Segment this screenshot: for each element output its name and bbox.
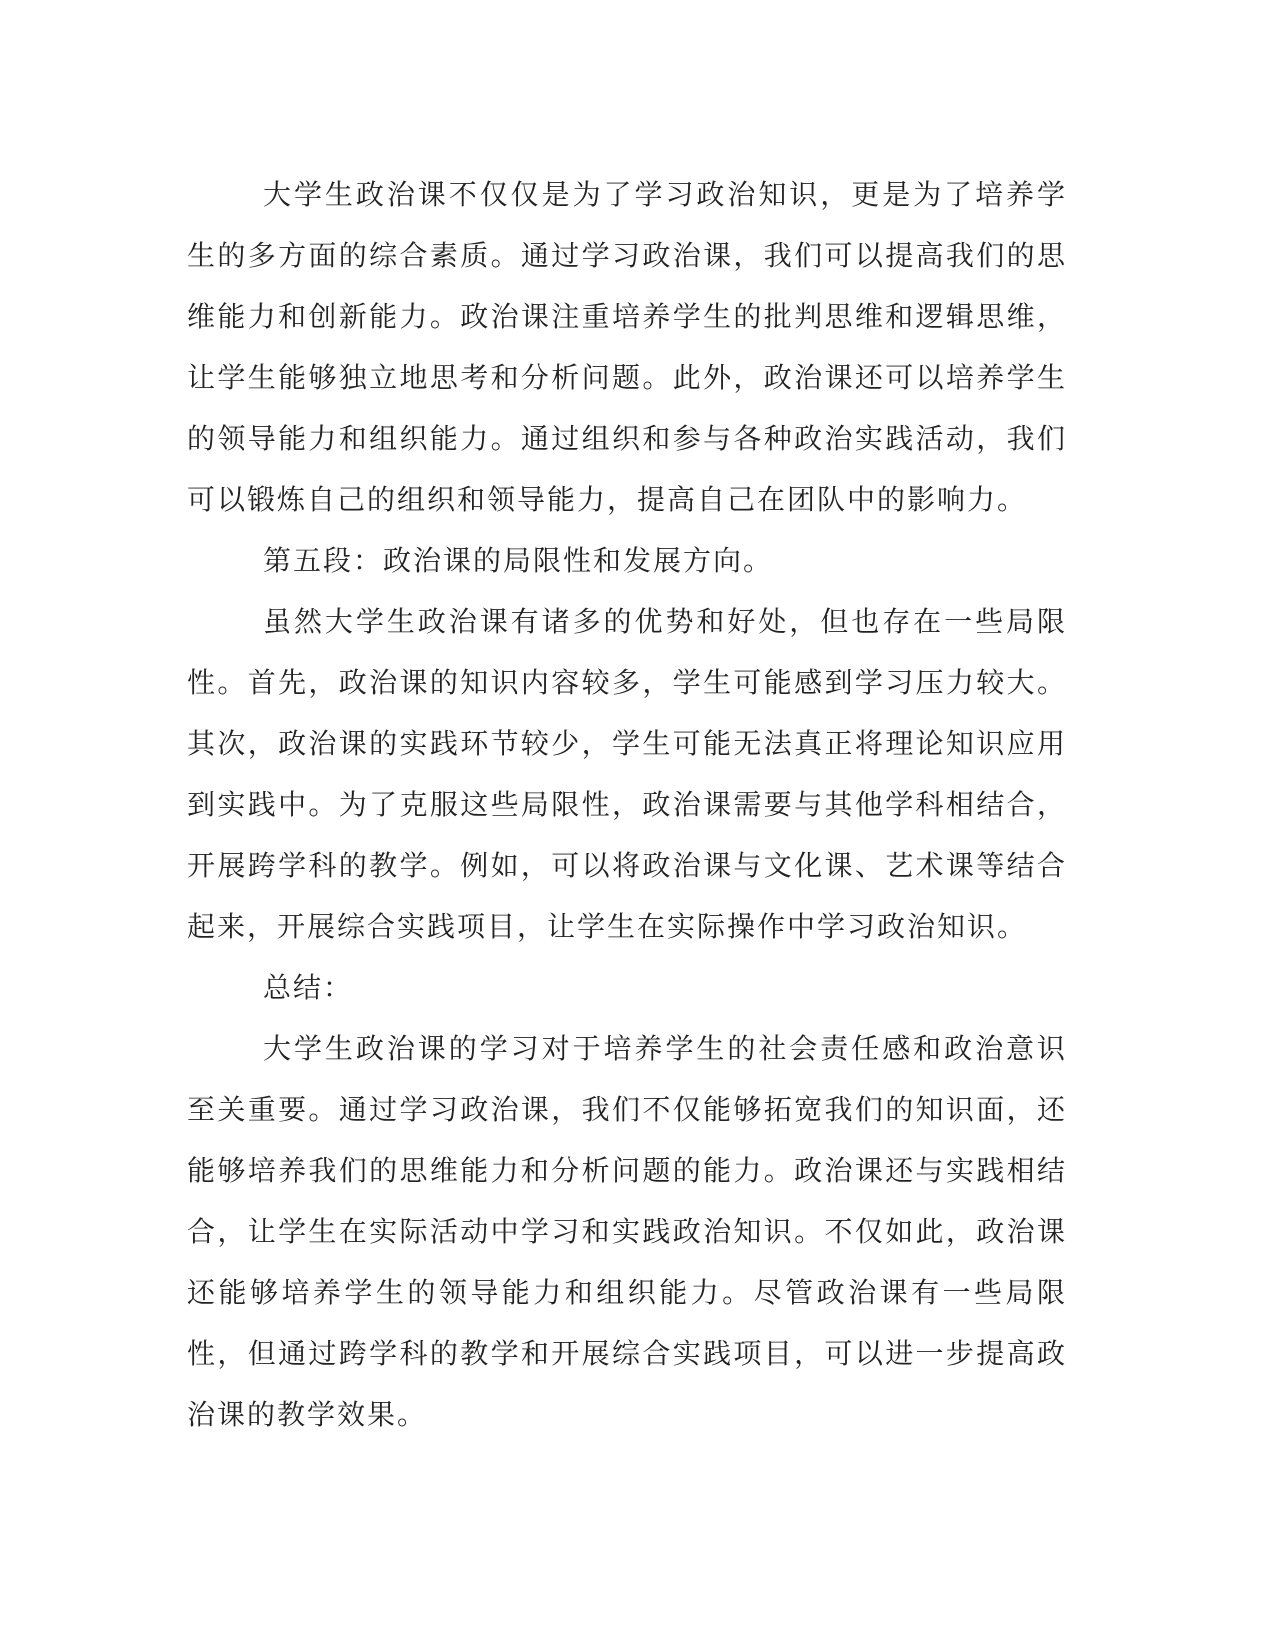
section-heading-summary: 总结： bbox=[263, 971, 354, 1004]
document-body bbox=[187, 164, 1067, 1445]
paragraph-comprehensive-quality: 大学生政治课不仅仅是为了学习政治知识，更是为了培养学生的多方面的综合素质。通过学习政治课，我们可以提高我们的思维能力和创新能力。政治课注重培养学生的批判思维和逻辑思维，让学生能够独立地思考和分析问题。此外，政治课还可以培养学生的领导能力和组织能力。通过组织和参与各种政治实践活动，我们可以锻炼自己的组织和领导能力，提高自己在团队中的影响力。 bbox=[187, 178, 1067, 516]
paragraph-summary: 大学生政治课的学习对于培养学生的社会责任感和政治意识至关重要。通过学习政治课，我们不仅能够拓宽我们的知识面，还能够培养我们的思维能力和分析问题的能力。政治课还与实践相结合，让学生在实际活动中学习和实践政治知识。不仅如此，政治课还能够培养学生的领导能力和组织能力。尽管政治课有一些局限性，但通过跨学科的教学和开展综合实践项目，可以进一步提高政治课的教学效果。 bbox=[187, 1032, 1067, 1431]
paragraph-limitations: 虽然大学生政治课有诸多的优势和好处，但也存在一些局限性。首先，政治课的知识内容较多，学生可能感到学习压力较大。其次，政治课的实践环节较少，学生可能无法真正将理论知识应用到实践中。为了克服这些局限性，政治课需要与其他学科相结合，开展跨学科的教学。例如，可以将政治课与文化课、艺术课等结合起来，开展综合实践项目，让学生在实际操作中学习政治知识。 bbox=[187, 605, 1067, 943]
section-heading-limitations: 第五段：政治课的局限性和发展方向。 bbox=[263, 544, 774, 577]
